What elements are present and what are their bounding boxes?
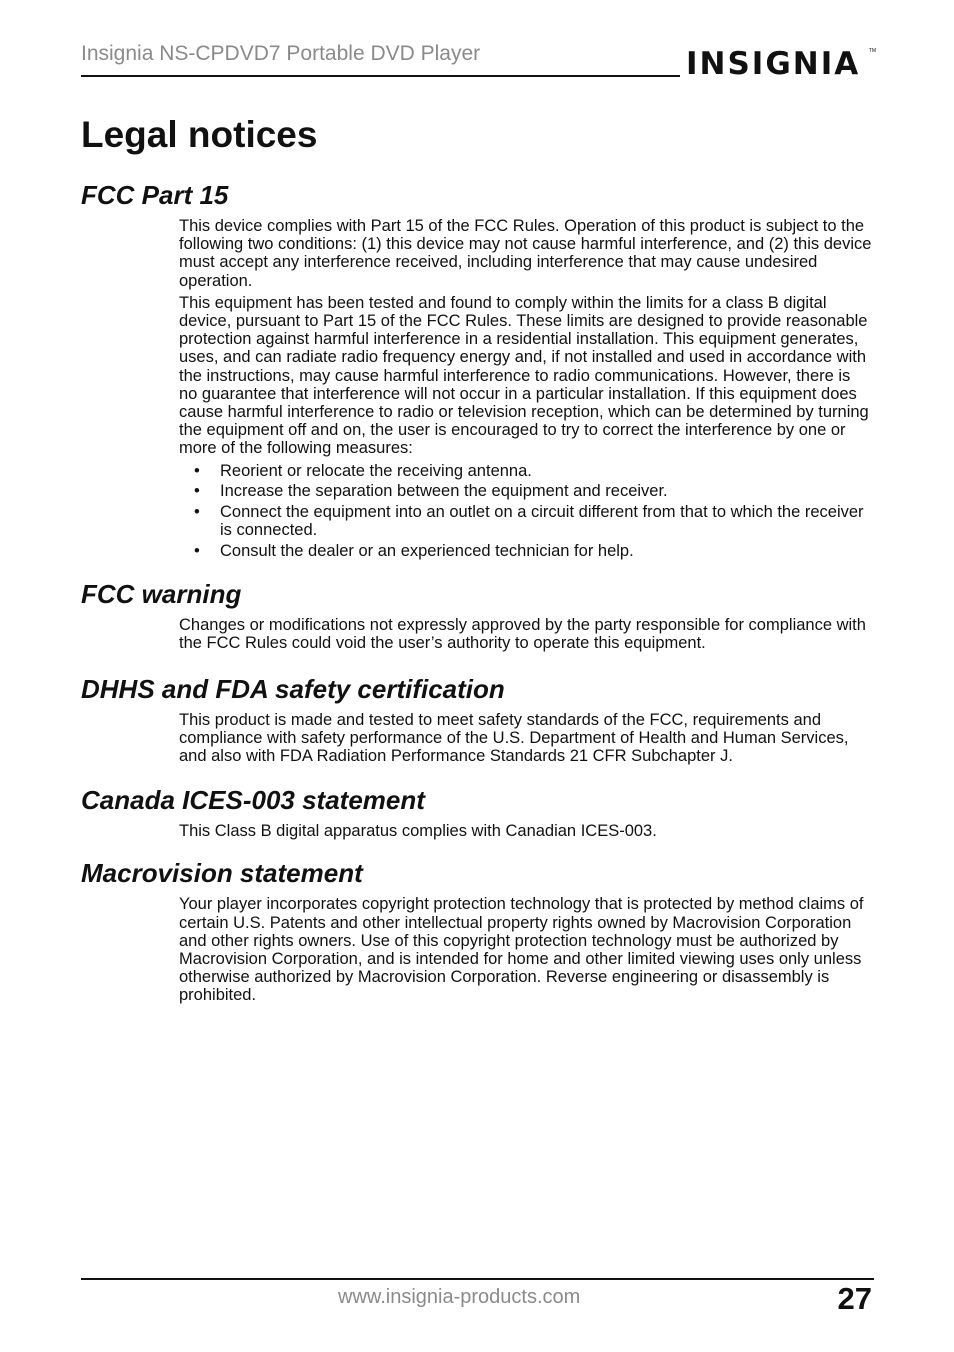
bullet-icon: • xyxy=(194,482,200,501)
section-heading: DHHS and FDA safety certification xyxy=(81,673,505,704)
section-body xyxy=(179,711,873,766)
logo-trademark: TM xyxy=(868,48,876,54)
paragraph: This equipment has been tested and found to comply within the limits for a class B digital device, pursuant to Part 15 of the FCC Rules. These limits are designed to provide reasonable protection against harmful interference in a residential installation. This equipment generates, uses, and can radiate radio frequency energy and, if not installed and used in accordance with the instructions, may cause harmful interference to radio communications. However, there is no guarantee that interference will not occur in a particular installation. If this equipment does cause harmful interference to radio or television reception, which can be determined by turning the equipment off and on, the user is encouraged to try to correct the interference by one or more of the following measures: xyxy=(179,293,869,458)
bullet-icon: • xyxy=(194,541,200,560)
footer-url: www.insignia-products.com xyxy=(338,1286,581,1308)
paragraph: Your player incorporates copyright protection technology that is protected by method claims of certain U.S. Patents and other intellectual property rights owned by Macrovision Corporation and other rights owners. Use of this copyright protection technology must be authorized by Macrovision Corporation, and is intended for home and other limited viewing uses only unless otherwise authorized by Macrovision Corporation. Reverse engineering or disassembly is prohibited. xyxy=(179,895,864,1005)
section-dhhs-fda xyxy=(81,674,873,766)
list-item xyxy=(179,482,873,500)
section-macrovision xyxy=(81,858,873,1004)
list-item-text: Reorient or relocate the receiving antenna. xyxy=(220,461,532,480)
paragraph: This device complies with Part 15 of the FCC Rules. Operation of this product is subject to the following two conditions: (1) this device may not cause harmful interference, and (2) this device must accept any interference received, including interference that may cause undesired operation. xyxy=(179,217,872,290)
list-item xyxy=(179,542,873,560)
list-item xyxy=(179,462,873,480)
section-body xyxy=(179,822,873,840)
section-fcc-warning xyxy=(81,579,873,652)
page-title: Legal notices xyxy=(81,114,318,155)
section-heading: Canada ICES-003 statement xyxy=(81,785,425,816)
list-item-text: Consult the dealer or an experienced technician for help. xyxy=(220,541,634,560)
section-heading: FCC warning xyxy=(81,579,242,610)
section-body xyxy=(179,616,873,652)
legal-sections xyxy=(81,180,873,1009)
paragraph: This product is made and tested to meet safety standards of the FCC, requirements and compliance with safety performance of the U.S. Department of Health and Human Services, and also with FDA Radiation Performance Standards 21 CFR Subchapter J. xyxy=(179,710,849,765)
section-heading: Macrovision statement xyxy=(81,858,363,889)
header-divider xyxy=(81,75,680,77)
page-number: 27 xyxy=(837,1281,872,1316)
logo-wordmark: INSIGNIA xyxy=(686,46,861,82)
list-item-text: Connect the equipment into an outlet on a circuit different from that to which the receiver is connected. xyxy=(220,503,864,540)
measures-list xyxy=(179,462,873,561)
list-item-text: Increase the separation between the equipment and receiver. xyxy=(220,482,668,501)
footer-divider xyxy=(81,1278,874,1280)
section-body xyxy=(179,217,873,560)
insignia-logo xyxy=(686,40,878,90)
section-heading: FCC Part 15 xyxy=(81,180,229,210)
paragraph: This Class B digital apparatus complies with Canadian ICES-003. xyxy=(179,822,657,841)
paragraph: Changes or modifications not expressly approved by the party responsible for compliance with the FCC Rules could void the user’s authority to operate this equipment. xyxy=(179,616,866,653)
document-title: Insignia NS-CPDVD7 Portable DVD Player xyxy=(81,42,481,65)
section-fcc-part-15 xyxy=(81,180,873,560)
section-canada-ices xyxy=(81,785,873,840)
bullet-icon: • xyxy=(194,461,200,480)
list-item xyxy=(179,503,873,539)
section-body xyxy=(179,895,873,1004)
bullet-icon: • xyxy=(194,503,200,522)
